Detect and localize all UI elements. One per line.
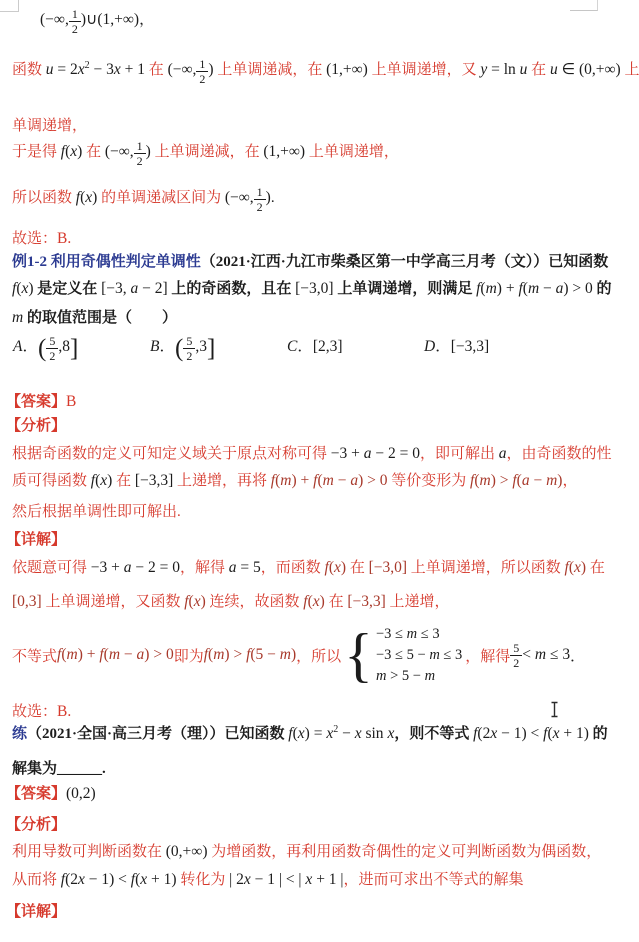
cases-row: m > 5 − m — [375, 667, 436, 684]
fraction — [46, 335, 58, 362]
text-segment: [−3, a − 2] — [101, 280, 168, 297]
text-segment: 练 — [12, 726, 28, 742]
option-d — [424, 334, 489, 356]
text-segment: 解得 — [480, 648, 511, 665]
text-segment: 是定义在 — [33, 281, 102, 297]
text-segment: B. — [57, 703, 72, 720]
text-segment: ． — [570, 648, 586, 665]
solution-text-line — [12, 186, 275, 213]
fraction-numerator: 1 — [254, 186, 266, 200]
text-segment: ( — [37, 335, 47, 362]
text-segment: 在 — [145, 62, 168, 78]
text-segment: 的 — [588, 726, 608, 742]
text-segment: [−3,0] — [295, 280, 334, 297]
text-segment: (−∞, — [167, 61, 197, 78]
text-segment: 根据奇函数的定义可知定义域关于原点对称可得 — [12, 446, 331, 462]
text-segment: f(2x − 1) < f(x + 1) — [473, 725, 589, 742]
text-segment: u ∈ (0,+∞) — [549, 61, 621, 78]
text-segment: y = ln u — [480, 61, 528, 78]
text-segment: f(x) = x — [288, 725, 334, 742]
text-segment: 质可得函数 — [12, 473, 91, 489]
text-segment: 上单调递增，又 — [367, 62, 481, 78]
text-segment: ，而函数 — [260, 560, 325, 576]
text-segment: f(x) — [303, 593, 325, 610]
analysis-text-line — [12, 868, 524, 889]
text-segment: ， — [465, 648, 481, 665]
text-segment: 然后根据单调性即可解出. — [12, 504, 181, 520]
text-segment: f(x) — [90, 472, 113, 489]
fraction-numerator: 5 — [183, 335, 195, 349]
analysis-label-line — [6, 414, 66, 435]
text-segment: 函数 — [12, 62, 46, 78]
text-segment: f(x) — [75, 189, 98, 206]
text-segment: （2021·江西·九江市柴桑区第一中学高三月考（文））已知函数 — [200, 254, 609, 270]
text-segment: 2 — [84, 60, 90, 71]
text-segment: [0,3] — [12, 593, 42, 610]
text-segment: 利用导数可判断函数在 — [12, 844, 166, 860]
text-segment: （2021·全国·高三月考（理））已知函数 — [27, 726, 289, 742]
fraction-numerator: 1 — [134, 140, 146, 154]
text-segment: − 3x + 1 — [89, 61, 146, 78]
text-segment: ) — [208, 61, 214, 78]
fraction-denominator: 2 — [256, 200, 263, 214]
text-segment: 在 — [112, 473, 135, 489]
text-segment: ，解得 — [179, 560, 229, 576]
text-segment: 单调递增， — [12, 118, 88, 134]
fraction-denominator: 2 — [49, 349, 56, 363]
fraction-numerator: 5 — [510, 642, 522, 656]
cases-row: −3 ≤ 5 − m ≤ 3 — [375, 646, 463, 663]
cases-solution-line — [12, 622, 585, 688]
left-brace-icon: { — [344, 622, 373, 688]
text-segment: 的单调递减区间为 — [97, 190, 225, 206]
text-segment: A． — [13, 338, 38, 355]
text-segment: C．[2,3] — [287, 338, 343, 355]
text-cursor-icon — [549, 701, 560, 718]
options-row — [13, 334, 489, 362]
detail-label-line — [6, 528, 66, 549]
text-segment: 即为 — [173, 648, 204, 665]
text-segment: ) — [265, 189, 271, 206]
text-segment: ) — [145, 143, 151, 160]
text-segment: a — [498, 445, 507, 462]
text-segment: ，即可解出 — [419, 446, 499, 462]
text-segment: 上单调递减，在 — [150, 144, 264, 160]
text-segment: (−∞, — [104, 143, 134, 160]
text-segment: 上 — [620, 62, 639, 78]
text-segment: 上递增，再将 — [173, 473, 271, 489]
text-segment: ，由奇函数的性 — [506, 446, 612, 462]
fraction — [183, 335, 195, 362]
fraction-denominator: 2 — [513, 655, 520, 670]
cases-system — [344, 622, 463, 688]
text-segment: ] — [69, 335, 79, 362]
fraction — [134, 140, 146, 167]
analysis-text-line — [12, 442, 612, 463]
fraction — [69, 8, 81, 35]
text-segment: ,8 — [58, 338, 70, 355]
text-segment: )∪(1,+∞) — [80, 11, 140, 28]
text-segment: ，所以 — [296, 648, 342, 665]
margin-corner-mark-right — [570, 0, 598, 11]
text-segment: f(x) — [324, 559, 347, 576]
text-segment: 在 — [346, 560, 369, 576]
text-segment: − x sin x — [338, 725, 395, 742]
text-segment: [−3,0] — [368, 559, 408, 576]
text-segment: ] — [206, 335, 216, 362]
text-segment: 上单调递增，则满足 — [333, 281, 477, 297]
text-segment: 【答案】 — [6, 786, 67, 802]
text-segment: f(x) — [12, 280, 34, 297]
text-segment: [−3,3] — [134, 472, 174, 489]
text-segment: a = 5 — [228, 559, 261, 576]
analysis-text-line — [12, 500, 181, 521]
solution-text-line — [12, 114, 87, 135]
fraction-denominator: 2 — [71, 22, 78, 36]
analysis-text-line — [12, 469, 577, 490]
fraction — [196, 58, 208, 85]
text-segment: 【答案】 — [6, 394, 67, 410]
text-segment: 故选： — [12, 704, 58, 720]
text-segment: 上单调递减，在 — [213, 62, 327, 78]
text-segment: | 2x − 1 | < | x + 1 | — [229, 871, 344, 888]
text-segment: 依题意可得 — [12, 560, 91, 576]
solution-text-line — [12, 58, 639, 85]
text-segment: ， — [562, 473, 578, 489]
text-segment: 在 — [527, 62, 550, 78]
text-segment: (1,+∞) — [326, 61, 368, 78]
text-segment: (0,2) — [66, 785, 96, 802]
solution-text-line — [12, 140, 399, 167]
text-segment: 【详解】 — [6, 532, 67, 548]
cases-rows — [376, 625, 462, 686]
text-segment: 上单调递增， — [305, 144, 399, 160]
fraction-numerator: 5 — [46, 335, 58, 349]
text-segment: . — [270, 190, 275, 206]
text-segment: 的 — [592, 281, 612, 297]
text-segment: B． — [150, 338, 175, 355]
fraction-numerator: 1 — [69, 8, 81, 22]
text-segment: f(m) > f(5 − m) — [203, 646, 297, 663]
text-segment: −3 + a − 2 = 0 — [330, 445, 420, 462]
text-segment: ( — [174, 335, 184, 362]
option-b — [150, 334, 287, 362]
interval-union-line — [40, 8, 154, 35]
text-segment: f(x) — [60, 143, 83, 160]
text-segment: B — [66, 393, 77, 410]
detail-text-line — [12, 590, 450, 611]
answer-label-line — [6, 390, 76, 411]
problem-text-line — [12, 306, 177, 327]
text-segment: f(m) + f(m − a) > 0 — [57, 646, 174, 663]
text-segment: < m ≤ 3 — [522, 646, 571, 663]
text-segment: B. — [57, 230, 72, 247]
text-segment: ， — [139, 12, 155, 28]
fraction — [510, 642, 522, 669]
text-segment: −3 + a − 2 = 0 — [90, 559, 180, 576]
text-segment: 连续，故函数 — [205, 594, 304, 610]
text-segment: (0,+∞) — [165, 843, 208, 860]
fraction-denominator: 2 — [186, 349, 193, 363]
problem-text-line — [12, 277, 612, 298]
option-c — [287, 334, 424, 356]
text-segment: 故选： — [12, 231, 58, 247]
text-segment: 在 — [586, 560, 605, 576]
text-segment: (−∞, — [40, 11, 69, 28]
text-segment: 所以函数 — [12, 190, 76, 206]
fraction-denominator: 2 — [199, 72, 206, 86]
text-segment: 等价变形为 — [387, 473, 470, 489]
text-segment: u = 2x — [45, 61, 85, 78]
text-segment: 在 — [82, 144, 105, 160]
text-segment: (−∞, — [224, 189, 254, 206]
text-segment: ，则不等式 — [394, 726, 474, 742]
text-segment: ,3 — [195, 338, 207, 355]
text-segment: 上单调递增，所以函数 — [407, 560, 565, 576]
analysis-text-line — [12, 840, 601, 861]
text-segment: (1,+∞) — [263, 143, 306, 160]
text-segment: 从而将 — [12, 872, 61, 888]
text-segment: f(2x − 1) < f(x + 1) — [60, 871, 177, 888]
margin-corner-mark-left — [0, 0, 19, 12]
text-segment: f(x) — [184, 593, 206, 610]
text-segment: f(x) — [564, 559, 587, 576]
text-segment: 2 — [333, 724, 339, 735]
text-segment: [−3,3] — [347, 593, 386, 610]
text-segment: 【分析】 — [6, 418, 67, 434]
text-segment: 解集为______. — [12, 761, 106, 777]
text-segment: 为增函数，再利用函数奇偶性的定义可判断函数为偶函数， — [207, 844, 602, 860]
cases-row: −3 ≤ m ≤ 3 — [375, 625, 440, 642]
text-segment: 的取值范围是（ ） — [23, 310, 177, 326]
text-segment: 于是得 — [12, 144, 61, 160]
conclusion-line — [12, 700, 71, 721]
text-segment: 【详解】 — [6, 904, 67, 920]
practice-problem-line — [12, 757, 106, 778]
text-segment: f(m) + f(m − a) > 0 — [476, 280, 593, 297]
text-segment: m — [12, 309, 24, 326]
text-segment: 例1-2 利用奇偶性判定单调性 — [12, 254, 201, 270]
practice-problem-line — [12, 722, 608, 743]
text-segment: 转化为 — [176, 872, 230, 888]
answer-label-line — [6, 782, 96, 803]
text-segment: 上递增， — [385, 594, 450, 610]
option-a — [13, 334, 150, 362]
detail-text-line — [12, 556, 605, 577]
analysis-label-line — [6, 813, 66, 834]
text-segment: ，进而可求出不等式的解集 — [343, 872, 524, 888]
text-segment: f(m) + f(m − a) > 0 — [270, 472, 388, 489]
example-heading-line — [12, 250, 608, 271]
text-segment: 不等式 — [12, 648, 58, 665]
text-segment: 上的奇函数，且在 — [167, 281, 296, 297]
fraction — [254, 186, 266, 213]
fraction-numerator: 1 — [196, 58, 208, 72]
text-segment: 在 — [324, 594, 348, 610]
fraction-denominator: 2 — [136, 154, 143, 168]
text-segment: 上单调递增，又函数 — [41, 594, 185, 610]
text-segment: 【分析】 — [6, 817, 67, 833]
conclusion-line — [12, 227, 71, 248]
text-segment: D．[−3,3] — [424, 338, 490, 355]
text-segment: f(m) > f(a − m) — [470, 472, 563, 489]
detail-label-line — [6, 900, 66, 921]
